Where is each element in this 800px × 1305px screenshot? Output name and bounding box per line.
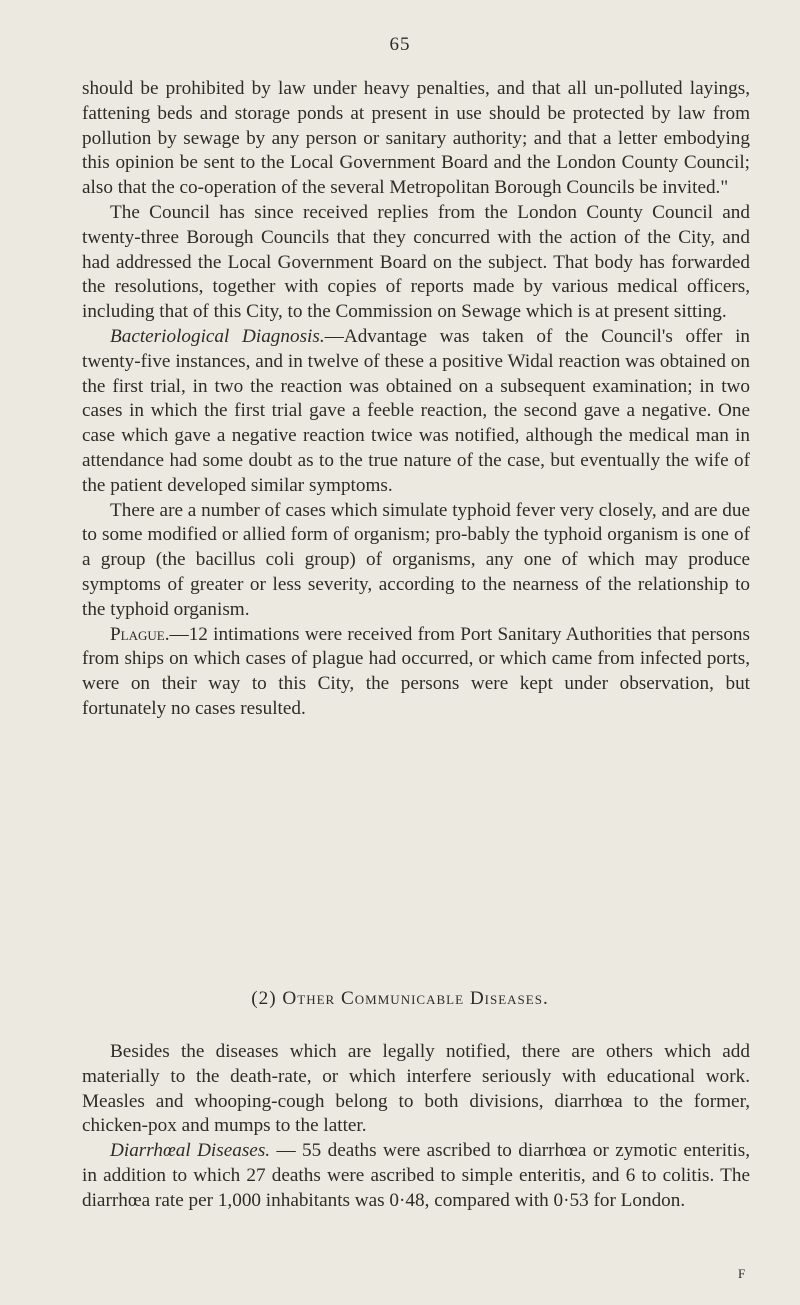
paragraph-other-diseases: Besides the diseases which are legally notified, there are others which add materially to the death-rate, or which interfere seriously with educational work. Measles and whooping-cough belong to both divisions, diarrhœa to the former, chicken-pox and mumps to the latter. [82, 1041, 750, 1137]
bacteriological-body: —Advantage was taken of the Council's offer in twenty-five instances, and in twelve of these a positive Widal reaction was obtained on the first trial, in two the reaction was obtained on a subsequent examination; in two cases in which the first trial gave a feeble reaction, the second gave a negative. One case which gave a negative reaction twice was notified, although the medical man in attendance had some doubt as to the true nature of the case, but eventually the wife of the patient developed similar symptoms. [82, 325, 750, 496]
page-number: 65 [389, 34, 411, 55]
paragraph-council-replies: The Council has since received replies from the London County Council and twenty-three Borough Councils that they concurred with the action of the City, and had addressed the Local Government Board on the subject. That body has forwarded the resolutions, together with copies of reports made by various medical officers, including that of this City, to the Commission on Sewage which is at present sitting. [82, 201, 750, 323]
diarrhoeal-body: — 55 deaths were ascribed to diarrhœa or zymotic enteritis, in addition to which 27 deaths were ascribed to simple enteritis, and 6 to colitis. The diarrhœa rate per 1,000 inhabitants was 0·48, compared with 0·53 for London. [82, 1140, 750, 1211]
paragraph-oyster-resolution: should be prohibited by law under heavy penalties, and that all un-polluted layings, fattening beds and storage ponds at present in use should be protected by law from pollution by sewage by any person or sanitary authority; and that a letter embodying this opinion be sent to the Local Government Board and the London County Council; also that the co-operation of the several Metropolitan Borough Councils be invited." [82, 78, 750, 199]
run-in-heading-diarrhoeal: Diarrhœal Diseases. [110, 1140, 271, 1162]
run-in-heading-bacteriological: Bacteriological Diagnosis. [110, 325, 325, 347]
plague-body: —12 intimations were received from Port Sanitary Authorities that persons from ships on which cases of plague had occurred, or which came from infected ports, were on their way to this City, the persons were kept under observation, but fortunately no cases resulted. [82, 623, 750, 719]
paragraph-plague [82, 623, 750, 722]
paragraph-bacteriological-diagnosis [82, 325, 750, 499]
section-heading: (2) Other Communicable Diseases. [251, 988, 549, 1009]
signature-mark: F [738, 1266, 746, 1281]
body-text-upper [82, 77, 750, 722]
paragraph-diarrhoeal-diseases [82, 1139, 750, 1213]
paragraph-typhoid-organisms: There are a number of cases which simulate typhoid fever very closely, and are due to some modified or allied form of organism; pro-bably the typhoid organism is one of a group (the bacillus coli group) of organisms, any one of which may produce symptoms of greater or less severity, according to the nearness of the relationship to the typhoid organism. [82, 499, 750, 620]
run-in-heading-plague: Plague. [110, 623, 170, 645]
body-text-lower [82, 1040, 750, 1214]
